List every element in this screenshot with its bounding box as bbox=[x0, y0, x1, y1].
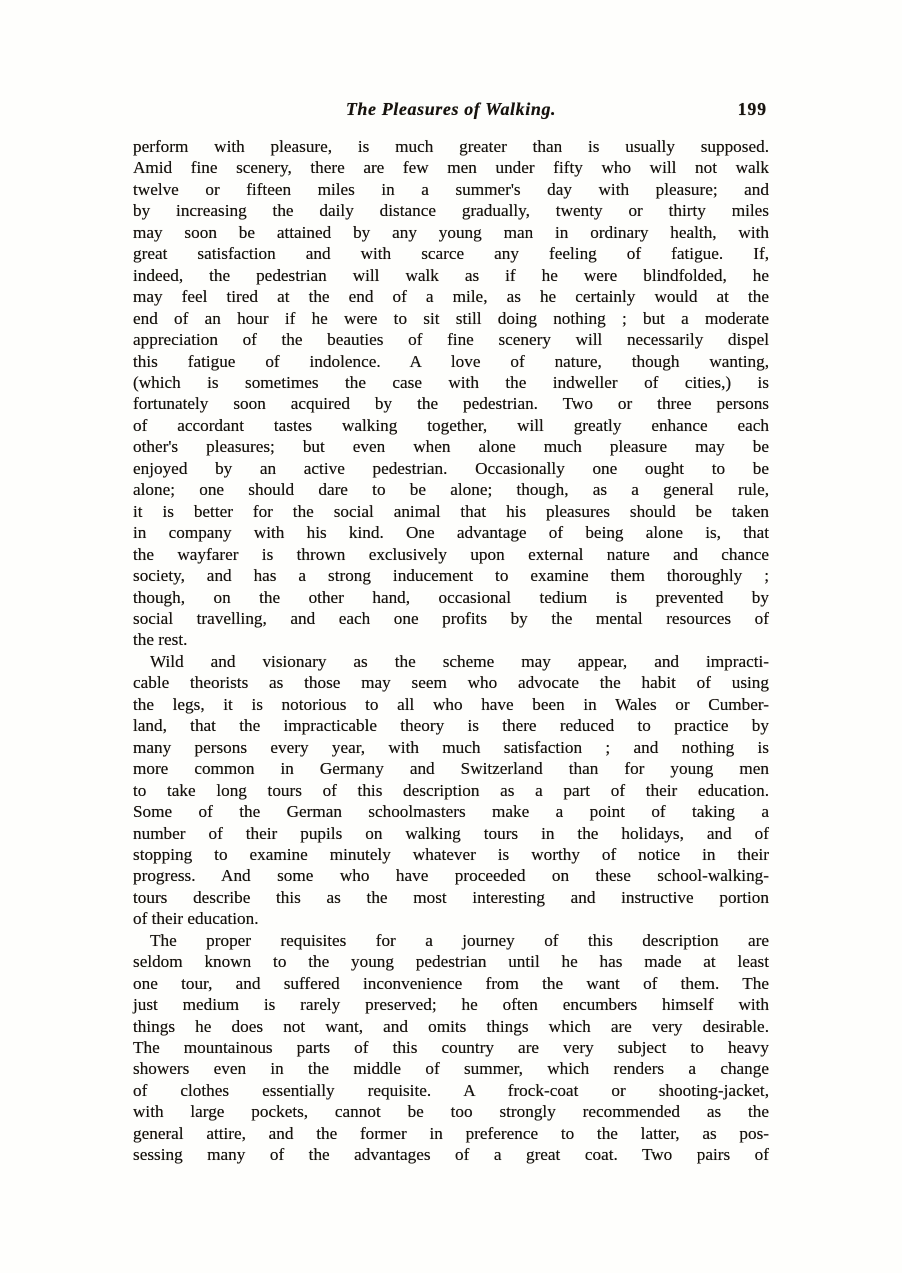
text-line: tours describe this as the most interesting and instructive portion bbox=[133, 887, 769, 907]
text-line: to take long tours of this description as a part of their education. bbox=[133, 780, 769, 800]
text-line: Wild and visionary as the scheme may appear, and impracti- bbox=[150, 651, 769, 671]
running-title: The Pleasures of Walking. bbox=[345, 99, 557, 119]
text-line: land, that the impracticable theory is there reduced to practice by bbox=[133, 716, 769, 736]
text-line: The mountainous parts of this country are very subject to heavy bbox=[133, 1038, 769, 1058]
text-line: perform with pleasure, is much greater than is usually supposed. bbox=[133, 137, 769, 156]
text-line: (which is sometimes the case with the indweller of cities,) is bbox=[133, 372, 769, 392]
text-line: cable theorists as those may seem who advocate the habit of using bbox=[133, 673, 769, 693]
text-line: alone; one should dare to be alone; though, as a general rule, bbox=[133, 480, 769, 500]
text-line: general attire, and the former in preference to the latter, as pos- bbox=[133, 1123, 769, 1143]
text-line: though, on the other hand, occasional tedium is prevented by bbox=[133, 587, 769, 607]
page-header bbox=[133, 99, 769, 123]
text-line: indeed, the pedestrian will walk as if he were blindfolded, he bbox=[133, 265, 769, 285]
text-line: by increasing the daily distance gradually, twenty or thirty miles bbox=[133, 201, 769, 221]
text-line: The proper requisites for a journey of this description are bbox=[150, 930, 769, 950]
text-line: this fatigue of indolence. A love of nature, though wanting, bbox=[133, 351, 769, 371]
text-line: Amid fine scenery, there are few men under fifty who will not walk bbox=[133, 158, 769, 178]
text-line: twelve or fifteen miles in a summer's day with pleasure; and bbox=[133, 179, 769, 199]
text-line: of clothes essentially requisite. A frock-coat or shooting-jacket, bbox=[133, 1080, 769, 1100]
paragraph-1 bbox=[133, 136, 769, 651]
text-line: social travelling, and each one profits by the mental resources of bbox=[133, 608, 769, 628]
text-line: enjoyed by an active pedestrian. Occasionally one ought to be bbox=[133, 458, 769, 478]
paragraph-3 bbox=[133, 930, 769, 1166]
text-line: progress. And some who have proceeded on these school-walking- bbox=[133, 866, 769, 886]
text-line: society, and has a strong inducement to examine them thoroughly ; bbox=[133, 566, 769, 586]
text-line: it is better for the social animal that his pleasures should be taken bbox=[133, 501, 769, 521]
text-line: of accordant tastes walking together, will greatly enhance each bbox=[133, 415, 769, 435]
text-line: things he does not want, and omits things which are very desirable. bbox=[133, 1016, 769, 1036]
page-number: 199 bbox=[737, 99, 767, 119]
text-line: many persons every year, with much satisfaction ; and nothing is bbox=[133, 737, 769, 757]
text-line: the rest. bbox=[133, 630, 188, 650]
text-line: Some of the German schoolmasters make a point of taking a bbox=[133, 802, 769, 822]
text-line: just medium is rarely preserved; he often encumbers himself with bbox=[133, 995, 769, 1015]
paragraph-2 bbox=[133, 651, 769, 930]
text-line: showers even in the middle of summer, which renders a change bbox=[133, 1059, 769, 1079]
text-line: may feel tired at the end of a mile, as he certainly would at the bbox=[133, 287, 769, 307]
text-line: one tour, and suffered inconvenience from the want of them. The bbox=[133, 973, 769, 993]
text-line: fortunately soon acquired by the pedestrian. Two or three persons bbox=[133, 394, 769, 414]
text-line: the wayfarer is thrown exclusively upon external nature and chance bbox=[133, 544, 769, 564]
text-line: of their education. bbox=[133, 909, 259, 929]
text-line: may soon be attained by any young man in ordinary health, with bbox=[133, 222, 769, 242]
text-line: sessing many of the advantages of a great coat. Two pairs of bbox=[133, 1145, 769, 1165]
text-line: great satisfaction and with scarce any feeling of fatigue. If, bbox=[133, 244, 769, 264]
text-line: the legs, it is notorious to all who have been in Wales or Cumber- bbox=[133, 694, 769, 714]
text-line: end of an hour if he were to sit still doing nothing ; but a moderate bbox=[133, 308, 769, 328]
text-line: more common in Germany and Switzerland than for young men bbox=[133, 759, 769, 779]
text-line: number of their pupils on walking tours in the holidays, and of bbox=[133, 823, 769, 843]
text-line: appreciation of the beauties of fine scenery will necessarily dispel bbox=[133, 330, 769, 350]
text-line: stopping to examine minutely whatever is worthy of notice in their bbox=[133, 844, 769, 864]
text-line: other's pleasures; but even when alone much pleasure may be bbox=[133, 437, 769, 457]
page-body bbox=[133, 136, 769, 1166]
text-line: in company with his kind. One advantage of being alone is, that bbox=[133, 523, 769, 543]
text-line: seldom known to the young pedestrian until he has made at least bbox=[133, 952, 769, 972]
text-line: with large pockets, cannot be too strongly recommended as the bbox=[133, 1102, 769, 1122]
